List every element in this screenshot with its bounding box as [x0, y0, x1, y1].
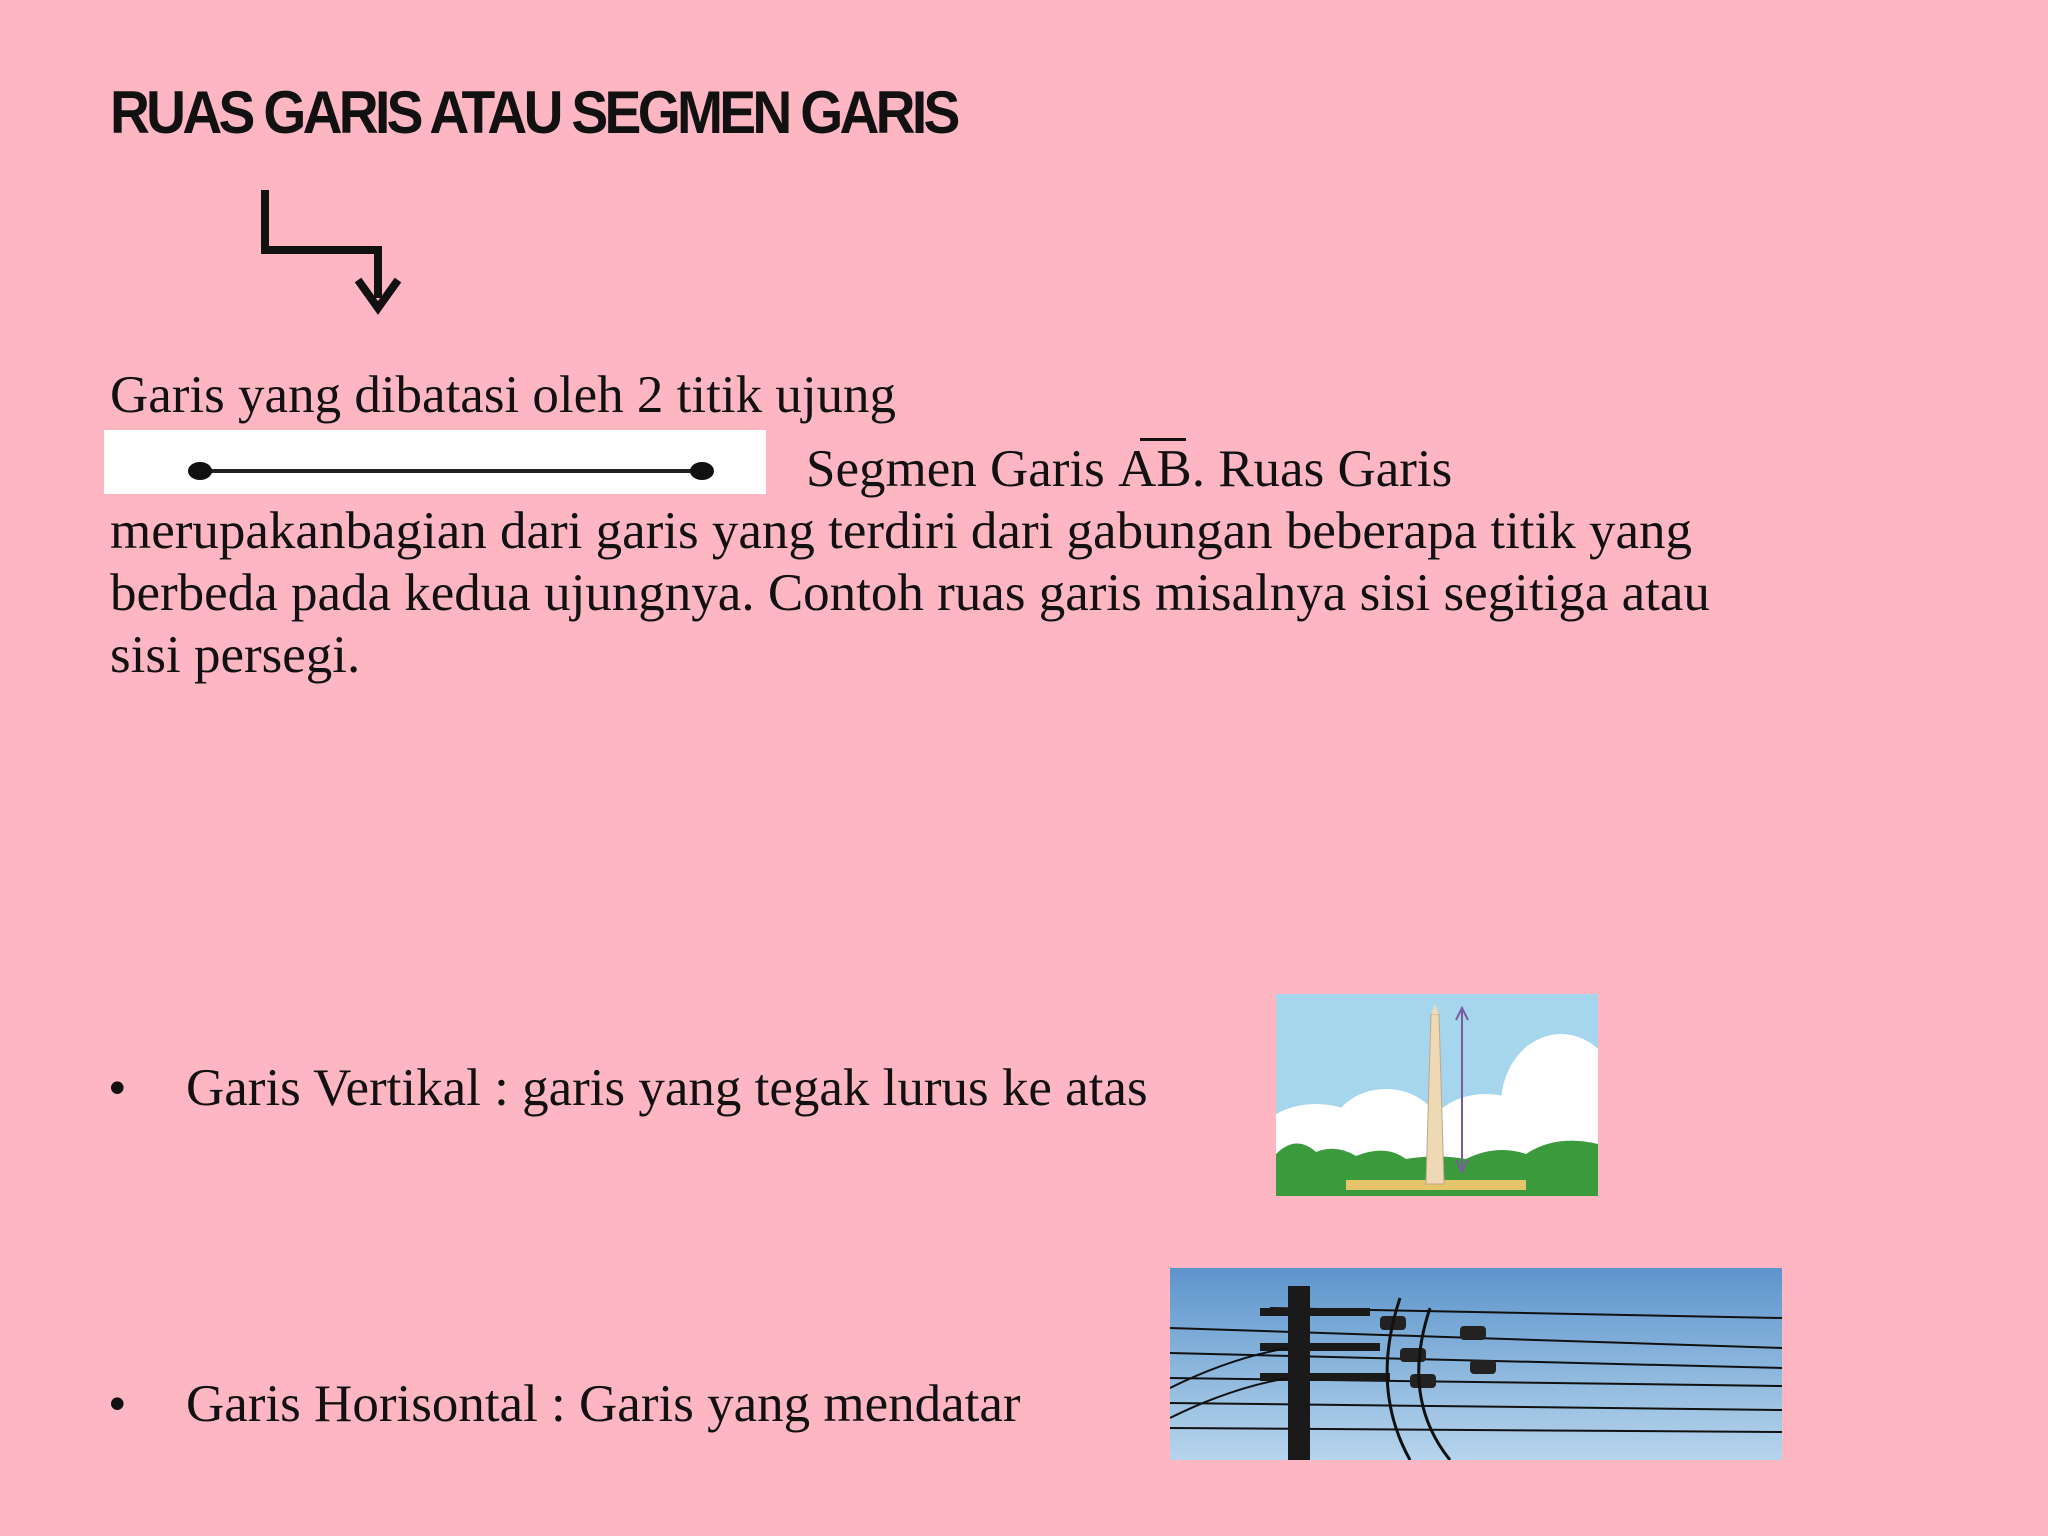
elbow-arrow-down-icon [250, 180, 410, 320]
definition-line-4: berbeda pada kedua ujungnya. Contoh ruas garis misalnya sisi segitiga atau [110, 564, 1710, 622]
segment-suffix: . Ruas Garis [1191, 440, 1453, 498]
bullet-marker-vertical: • [108, 1059, 127, 1117]
monument-vertical-illustration [1276, 994, 1598, 1196]
definition-line-1: Garis yang dibatasi oleh 2 titik ujung [110, 366, 897, 424]
definition-line-3: merupakanbagian dari garis yang terdiri dari gabungan beberapa titik yang [110, 502, 1693, 560]
line-segment-figure [104, 430, 766, 494]
segment-label [806, 438, 1452, 500]
bullet-horizontal-text: Garis Horisontal : Garis yang mendatar [186, 1375, 1021, 1433]
power-lines-horizontal-photo [1170, 1268, 1782, 1460]
definition-line-5: sisi persegi. [110, 626, 361, 684]
segment-name-ab: AB [1118, 440, 1192, 498]
bullet-vertical-text: Garis Vertikal : garis yang tegak lurus ke atas [186, 1059, 1148, 1117]
bullet-marker-horizontal: • [108, 1375, 127, 1433]
segment-prefix: Segmen Garis [806, 440, 1119, 498]
slide-title: RUAS GARIS ATAU SEGMEN GARIS [110, 79, 957, 146]
